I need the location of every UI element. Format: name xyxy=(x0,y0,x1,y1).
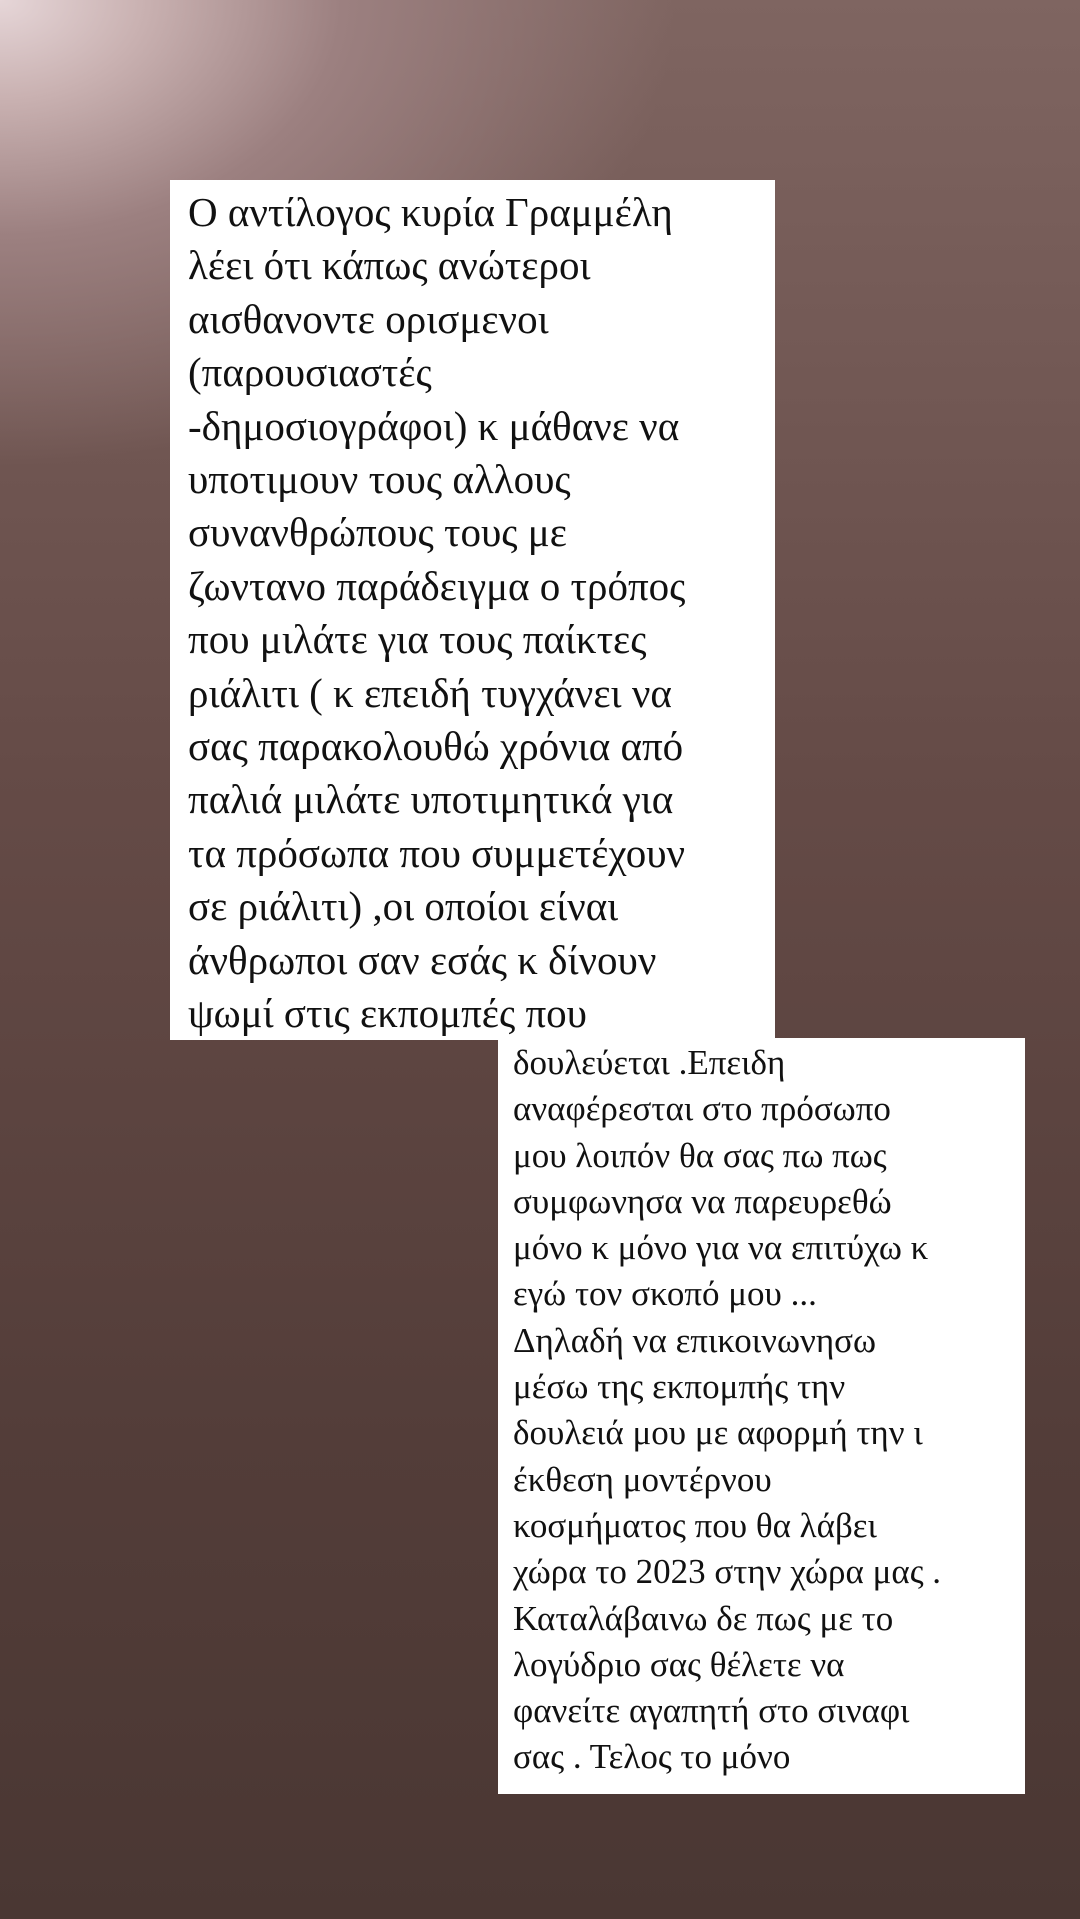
text-line: δουλειά μου με αφορμή την ι xyxy=(513,1413,923,1453)
text-line: μου λοιπόν θα σας πω πως xyxy=(513,1135,887,1175)
text-line: αισθανοντε ορισμενοι xyxy=(188,295,549,342)
text-line: ριάλιτι ( κ επειδή τυγχάνει να xyxy=(188,669,672,716)
text-line: -δημοσιογράφοι) κ μάθανε να xyxy=(188,402,680,449)
text-line: Δηλαδή να επικοινωνησω xyxy=(513,1320,877,1360)
text-line: (παρουσιαστές xyxy=(188,349,432,396)
text-line: δουλεύεται .Επειδη xyxy=(513,1043,786,1082)
text-line: συνανθρώπους τους με xyxy=(188,509,567,556)
text-line: μέσω της εκπομπής την xyxy=(513,1367,846,1407)
text-line: ψωμί στις εκπομπές που xyxy=(188,990,587,1037)
text-line: Ο αντίλογος κυρία Γραμμέλη xyxy=(188,189,673,235)
text-line: ζωντανο παράδειγμα ο τρόπος xyxy=(188,562,686,609)
text-block-2 xyxy=(498,1038,1025,1794)
text-line: άνθρωποι σαν εσάς κ δίνουν xyxy=(188,936,657,983)
text-line: Καταλάβαινω δε πως με το xyxy=(513,1598,894,1638)
text-line: λογύδριο σας θέλετε να xyxy=(513,1644,845,1684)
text-line: παλιά μιλάτε υποτιμητικά για xyxy=(188,776,674,823)
text-line: σε ριάλιτι) ,οι οποίοι είναι xyxy=(188,883,619,930)
text-line: εγώ τον σκοπό μου ... xyxy=(513,1274,817,1314)
text-line: που μιλάτε για τους παίκτες xyxy=(188,616,647,663)
text-line: σας παρακολουθώ χρόνια από xyxy=(188,723,684,770)
text-block-1 xyxy=(170,180,775,1040)
text-line: συμφωνησα να παρευρεθώ xyxy=(513,1181,892,1221)
text-line: σας . Τελος το μόνο xyxy=(513,1737,791,1777)
text-line: μόνο κ μόνο για να επιτύχω κ xyxy=(513,1228,929,1268)
text-line: φανείτε αγαπητή στο σιναφι xyxy=(513,1691,910,1731)
text-line: τα πρόσωπα που συμμετέχουν xyxy=(188,829,686,876)
text-line: αναφέρεσται στο πρόσωπο xyxy=(513,1089,891,1129)
text-line: έκθεση μοντέρνου xyxy=(513,1459,772,1499)
text-line: λέει ότι κάπως ανώτεροι xyxy=(188,242,591,289)
text-line: κοσμήματος που θα λάβει xyxy=(513,1505,877,1545)
text-line: υποτιμουν τους αλλους xyxy=(188,456,571,503)
text-line: χώρα το 2023 στην χώρα μας . xyxy=(513,1552,942,1592)
